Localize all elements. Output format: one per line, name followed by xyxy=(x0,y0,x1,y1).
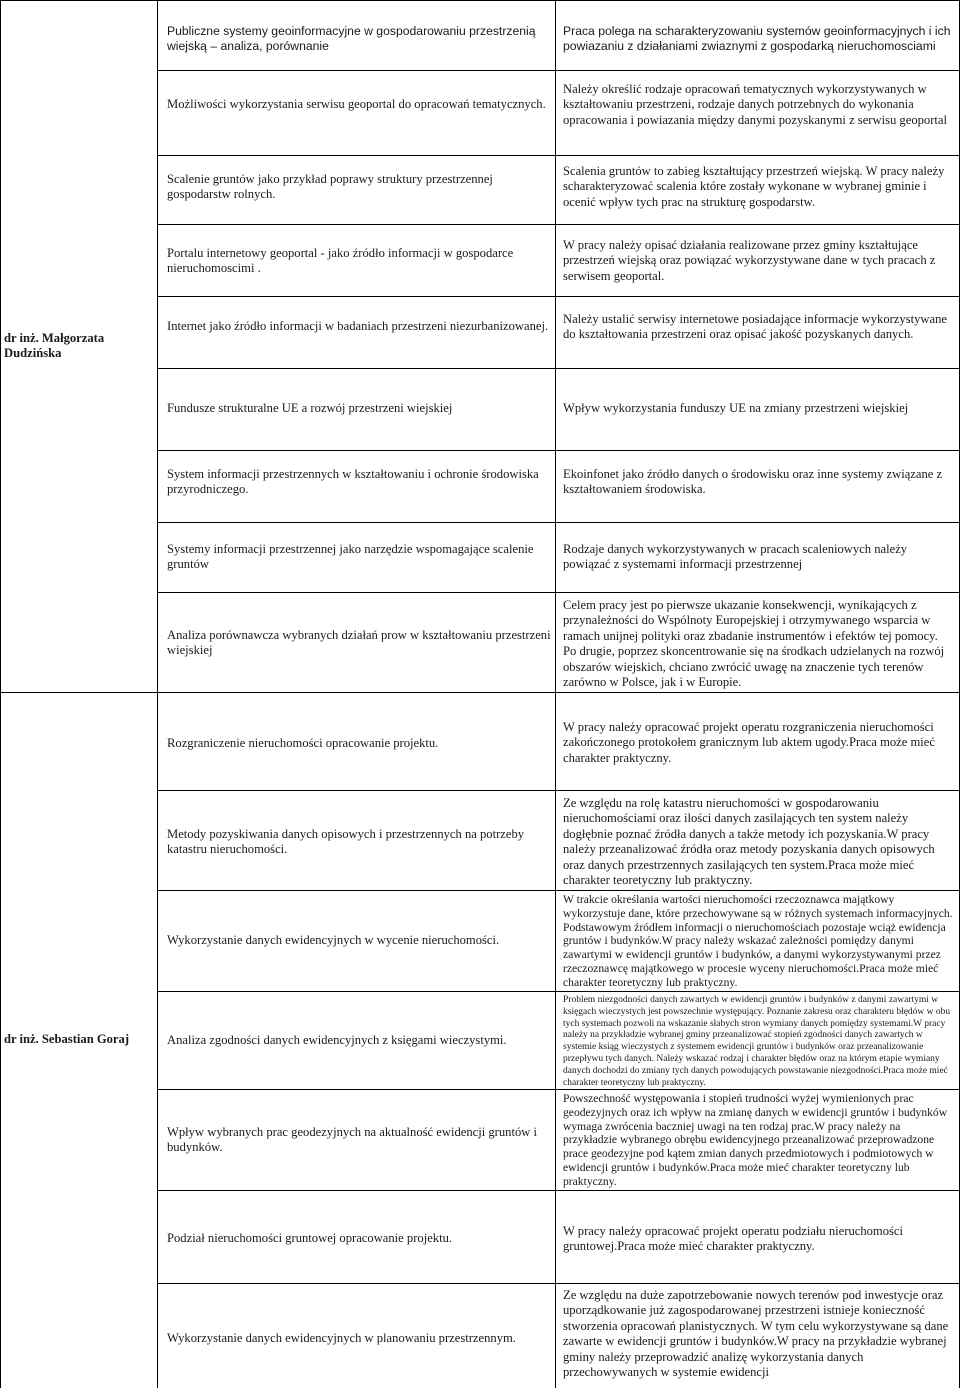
thesis-topic: Internet jako źródło informacji w badaniach przestrzeni niezurbanizowanej. xyxy=(167,319,549,333)
thesis-topic: Analiza zgodności danych ewidencyjnych z księgami wieczystymi. xyxy=(167,1033,507,1047)
thesis-topic: System informacji przestrzennych w kształtowaniu i ochronie środowiska przyrodniczego. xyxy=(167,467,539,497)
thesis-topic: Portalu internetowy geoportal - jako źródło informacji w gospodarce nieruchomoscimi . xyxy=(167,246,514,276)
row-separator xyxy=(157,368,960,369)
thesis-description: W pracy należy opracować projekt operatu rozgraniczenia nieruchomości zakończonego protokołem granicznym lub aktem ugody.Praca może mieć charakter praktyczny. xyxy=(563,720,935,765)
thesis-topic: Wpływ wybranych prac geodezyjnych na aktualność ewidencji gruntów i budynków. xyxy=(167,1125,537,1155)
thesis-description: Praca polega na scharakteryzowaniu systemów geoinformacyjnych i ich powiazaniu z działaniami zwiaznymi z gospodarką nieruchomosciami xyxy=(563,24,951,54)
thesis-description: Problem niezgodności danych zawartych w ewidencji gruntów i budynków z danymi zawartymi w księgach wieczystych jest powszechnie występujący. Poznanie zakresu oraz charakteru błędów w obu tych systemach pozwoli na wskazanie słabych stron wymiany danych pomiędzy systemami.W pracy należy na przykładzie wybranej gminy przeanalizować stopień zgodności danych zawartych w systemie ksiąg wieczystych z systemem ewidencji gruntów i budynków oraz przeanalizowanie przepływu tych danych. Należy wskazać rodzaj i charakter błędów oraz na którym etapie wymiany danych dochodzi do zmiany tych danych powodujących powstawanie niezgodności.Praca może mieć charakter teoretyczny lub praktyczny. xyxy=(563,995,951,1088)
thesis-topic: Wykorzystanie danych ewidencyjnych w planowaniu przestrzennym. xyxy=(167,1331,516,1345)
supervisor-separator xyxy=(0,692,960,693)
thesis-description: W pracy należy opisać działania realizowane przez gminy kształtujące przestrzeń wiejską oraz powiązać wykorzystywane dane w tych pracach z serwisem geoportal. xyxy=(563,238,936,283)
thesis-description: Powszechność występowania i stopień trudności wyżej wymienionych prac geodezyjnych oraz ich wpływ na zmianę danych w ewidencji gruntów i budynków wymaga zwrócenia baczniej uwagi na ten rodzaj prac.W pracy należy na przykładzie wybranego obrębu ewidencyjnego przeanalizować przeprowadzone prace geodezyjne pod kątem zmian danych przedmiotowych i podmiotowych w ewidencji gruntów i budynków.Praca może mieć charakter teoretyczny lub praktyczny. xyxy=(563,1092,948,1188)
row-separator xyxy=(157,991,960,992)
thesis-topic: Wykorzystanie danych ewidencyjnych w wycenie nieruchomości. xyxy=(167,933,500,947)
thesis-topic: Systemy informacji przestrzennej jako narzędzie wspomagające scalenie gruntów xyxy=(167,542,534,572)
supervisor-name: dr inż. Małgorzata Dudzińska xyxy=(4,331,105,361)
thesis-topic: Metody pozyskiwania danych opisowych i przestrzennych na potrzeby katastru nieruchomości. xyxy=(167,827,525,857)
row-separator xyxy=(157,70,960,71)
column-divider-2 xyxy=(555,0,556,1388)
supervisor-name: dr inż. Sebastian Goraj xyxy=(4,1032,130,1046)
thesis-description: Celem pracy jest po pierwsze ukazanie konsekwencji, wynikających z przynależności do Wspólnoty Europejskiej i otrzymywanego wsparcia w ramach unijnej polityki oraz zbadanie instrumentów i efektów tej pomocy. Po drugie, poprzez skoncentrowanie się na środkach udzielanych na rozwój obszarów wiejskich, chciano zwrócić uwagę na znaczenie tych terenów zarówno w Polsce, jak i w Europie. xyxy=(563,598,945,690)
thesis-description: Rodzaje danych wykorzystywanych w pracach scaleniowych należy powiązać z systemami informacji przestrzennej xyxy=(563,542,908,572)
thesis-description: Ze względu na rolę katastru nieruchomości w gospodarowaniu nieruchomościami oraz ilości danych zasilających ten system należy dogłębnie poznać źródła danych a także metody ich pozyskania.W pracy należy przeanalizować źródła oraz metody pozyskania danych opisowych oraz danych przestrzennych zasilających ten system.Praca może mieć charakter teoretyczny lub praktyczny. xyxy=(563,796,935,888)
thesis-topic: Możliwości wykorzystania serwisu geoportal do opracowań tematycznych. xyxy=(167,97,546,111)
thesis-topic: Analiza porównawcza wybranych działań prow w kształtowaniu przestrzeni wiejskiej xyxy=(167,628,551,658)
thesis-topic: Scalenie gruntów jako przykład poprawy struktury przestrzennej gospodarstw rolnych. xyxy=(167,172,493,202)
thesis-description: Należy ustalić serwisy internetowe posiadające informacje wykorzystywane do kształtowania przestrzeni oraz opisać jakość pozyskanych danych. xyxy=(563,312,947,342)
row-separator xyxy=(157,155,960,156)
thesis-description: W trakcie określania wartości nieruchomości rzeczoznawca majątkowy wykorzystuje dane, które przechowywane są w różnych systemach informacyjnych. Podstawowym źródłem informacji o nieruchomościach pozostaje wciąż ewidencja gruntów i budynków.W pracy należy wskazać zależności pomiędzy danymi zawartymi w ewidencji gruntów i budynków, a danymi wykorzystywanymi przez rzeczoznawcę majątkowego w procesie wyceny nieruchomości.Praca może mieć charakter teoretyczny lub praktyczny. xyxy=(563,893,953,989)
row-separator xyxy=(157,890,960,891)
row-separator xyxy=(157,1283,960,1284)
column-divider-1 xyxy=(157,0,158,1388)
row-separator xyxy=(157,522,960,523)
thesis-topic: Fundusze strukturalne UE a rozwój przestrzeni wiejskiej xyxy=(167,401,453,415)
thesis-description: Ze względu na duże zapotrzebowanie nowych terenów pod inwestycje oraz uporządkowanie już zagospodarowanej przestrzeni istnieje konieczność stworzenia opracowań planistycznych. W tym celu wykorzystywane są dane zawarte w ewidencji gruntów i budynków.W pracy na przykładzie wybranej gminy należy przeprowadzić analizę wykorzystania danych przechowywanych w systemie ewidencji xyxy=(563,1288,949,1380)
row-separator xyxy=(157,224,960,225)
row-separator xyxy=(157,296,960,297)
thesis-topic: Podział nieruchomości gruntowej opracowanie projektu. xyxy=(167,1231,453,1245)
thesis-description: Należy określić rodzaje opracowań tematycznych wykorzystywanych w kształtowaniu przestrzeni, rodzaje danych potrzebnych do wykonania opracowania i powiazania między danymi pozyskanymi z serwisu geoportal xyxy=(563,82,947,127)
thesis-topic: Rozgraniczenie nieruchomości opracowanie projektu. xyxy=(167,736,439,750)
row-separator xyxy=(157,1190,960,1191)
thesis-description: Scalenia gruntów to zabieg kształtujący przestrzeń wiejską. W pracy należy scharakteryzować scalenia które zostały wykonane w wybranej gminie i ocenić wpływ tych prac na strukturę gospodarstw. xyxy=(563,164,945,209)
thesis-topic: Publiczne systemy geoinformacyjne w gospodarowaniu przestrzenią wiejską – analiza, porównanie xyxy=(167,24,536,54)
thesis-description: Wpływ wykorzystania funduszy UE na zmiany przestrzeni wiejskiej xyxy=(563,401,909,415)
row-separator xyxy=(157,790,960,791)
row-separator xyxy=(157,592,960,593)
row-separator xyxy=(157,450,960,451)
table-left-border xyxy=(0,0,1,1388)
thesis-description: W pracy należy opracować projekt operatu podziału nieruchomości gruntowej.Praca może mieć charakter praktyczny. xyxy=(563,1224,904,1254)
thesis-description: Ekoinfonet jako źródło danych o środowisku oraz inne systemy związane z kształtowaniem środowiska. xyxy=(563,467,943,497)
table-top-border xyxy=(0,0,960,1)
